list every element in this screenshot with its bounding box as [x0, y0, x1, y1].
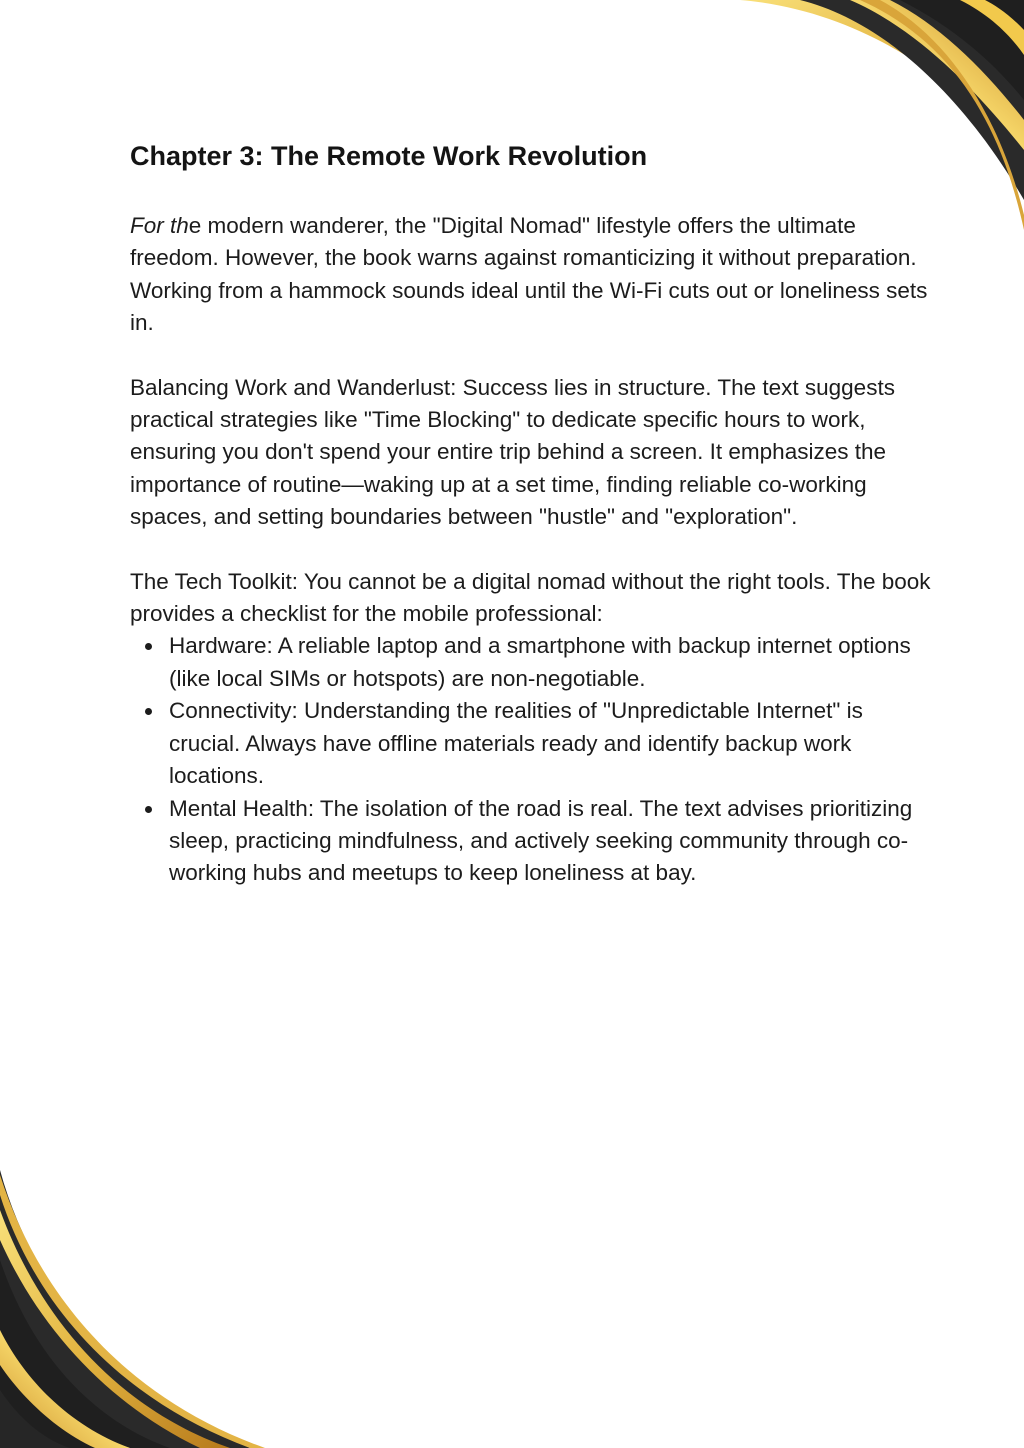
- toolkit-paragraph: The Tech Toolkit: You cannot be a digital nomad without the right tools. The book provides a checklist for the mobile professional:: [130, 568, 931, 627]
- checklist: [130, 630, 940, 889]
- checklist-item-hardware: [130, 630, 940, 695]
- intro-paragraph: [130, 210, 940, 340]
- checklist-item-text: Mental Health: The isolation of the road is real. The text advises prioritizing sleep, practicing mindfulness, and actively seeking community through co-working hubs and meetups to keep loneliness at bay.: [169, 795, 913, 886]
- chapter-content: [130, 138, 940, 890]
- checklist-item-connectivity: [130, 695, 940, 792]
- checklist-item-text: Hardware: A reliable laptop and a smartphone with backup internet options (like local SIMs or hotspots) are non-negotiable.: [169, 633, 911, 691]
- intro-italic-text: For th: [130, 213, 189, 238]
- bullet-icon: [145, 643, 152, 650]
- bullet-icon: [145, 806, 152, 813]
- checklist-item-text: Connectivity: Understanding the realities of "Unpredictable Internet" is crucial. Always have offline materials ready and identify backup work locations.: [169, 698, 863, 789]
- intro-text: e modern wanderer, the "Digital Nomad" lifestyle offers the ultimate freedom. However, the book warns against romanticizing it without preparation. Working from a hammock sounds ideal until the Wi-Fi cuts out or loneliness sets in.: [130, 213, 928, 336]
- corner-ribbon-bottom-left: [0, 1170, 265, 1448]
- chapter-title: Chapter 3: The Remote Work Revolution: [130, 141, 648, 171]
- checklist-item-mental-health: [130, 793, 940, 890]
- bullet-icon: [145, 708, 152, 715]
- balance-paragraph: Balancing Work and Wanderlust: Success lies in structure. The text suggests practical strategies like "Time Blocking" to dedicate specific hours to work, ensuring you don't spend your entire trip behind a screen. It emphasizes the importance of routine—waking up at a set time, finding reliable co-working spaces, and setting boundaries between "hustle" and "exploration".: [130, 374, 895, 530]
